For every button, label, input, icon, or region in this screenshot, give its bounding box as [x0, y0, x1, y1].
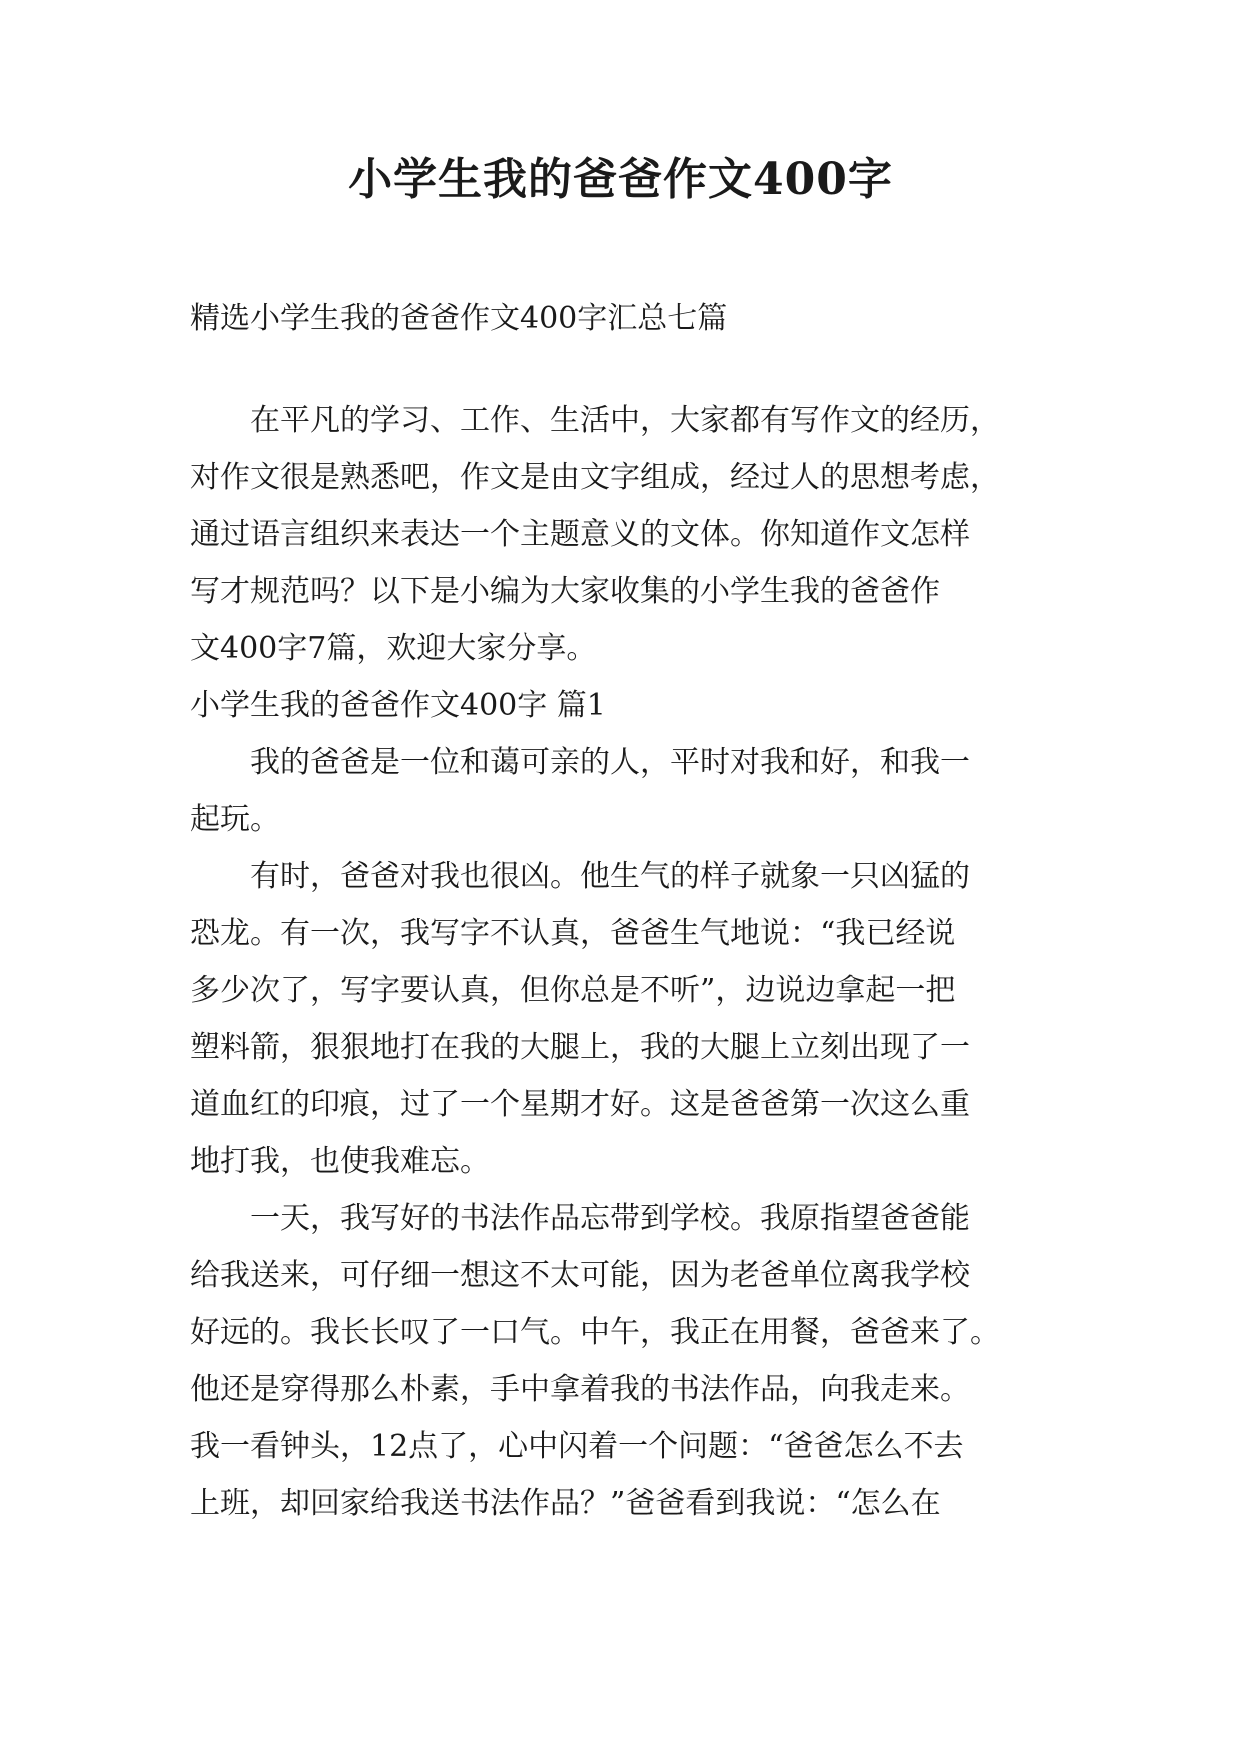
- text-line: 文400字7篇，欢迎大家分享。: [190, 631, 597, 666]
- text-line: 有时，爸爸对我也很凶。他生气的样子就象一只凶猛的: [190, 859, 970, 894]
- text-line: 上班，却回家给我送书法作品？”爸爸看到我说：“怎么在: [190, 1486, 941, 1521]
- section-heading: 小学生我的爸爸作文400字 篇1: [190, 688, 606, 723]
- text-line: 好远的。我长长叹了一口气。中午，我正在用餐，爸爸来了。: [190, 1315, 1000, 1350]
- text-line: 塑料箭，狠狠地打在我的大腿上，我的大腿上立刻出现了一: [190, 1030, 970, 1065]
- text-line: 给我送来，可仔细一想这不太可能，因为老爸单位离我学校: [190, 1258, 970, 1293]
- subtitle: 精选小学生我的爸爸作文400字汇总七篇: [190, 301, 728, 336]
- paragraph-3: [190, 1190, 1090, 1532]
- text-line: 在平凡的学习、工作、生活中，大家都有写作文的经历，: [190, 403, 1000, 438]
- text-line: 我的爸爸是一位和蔼可亲的人，平时对我和好，和我一: [190, 745, 970, 780]
- text-line: 恐龙。有一次，我写字不认真，爸爸生气地说：“我已经说: [190, 916, 956, 951]
- text-line: 地打我，也使我难忘。: [190, 1144, 490, 1179]
- text-line: 道血红的印痕，过了一个星期才好。这是爸爸第一次这么重: [190, 1087, 970, 1122]
- text-line: 一天，我写好的书法作品忘带到学校。我原指望爸爸能: [190, 1201, 970, 1236]
- text-line: 写才规范吗？以下是小编为大家收集的小学生我的爸爸作: [190, 574, 940, 609]
- text-line: 通过语言组织来表达一个主题意义的文体。你知道作文怎样: [190, 517, 970, 552]
- document-body: [190, 290, 1090, 1532]
- text-line: 起玩。: [190, 802, 280, 837]
- paragraph-2: [190, 848, 1090, 1190]
- text-line: 他还是穿得那么朴素，手中拿着我的书法作品，向我走来。: [190, 1372, 970, 1407]
- text-line: 我一看钟头，12点了，心中闪着一个问题：“爸爸怎么不去: [190, 1429, 964, 1464]
- text-line: 多少次了，写字要认真，但你总是不听”，边说边拿起一把: [190, 973, 956, 1008]
- page-title: 小学生我的爸爸作文400字: [348, 154, 893, 205]
- text-line: 对作文很是熟悉吧，作文是由文字组成，经过人的思想考虑，: [190, 460, 1000, 495]
- spacer: [190, 347, 1090, 392]
- intro-paragraph: [190, 392, 1090, 677]
- paragraph-1: [190, 734, 1090, 848]
